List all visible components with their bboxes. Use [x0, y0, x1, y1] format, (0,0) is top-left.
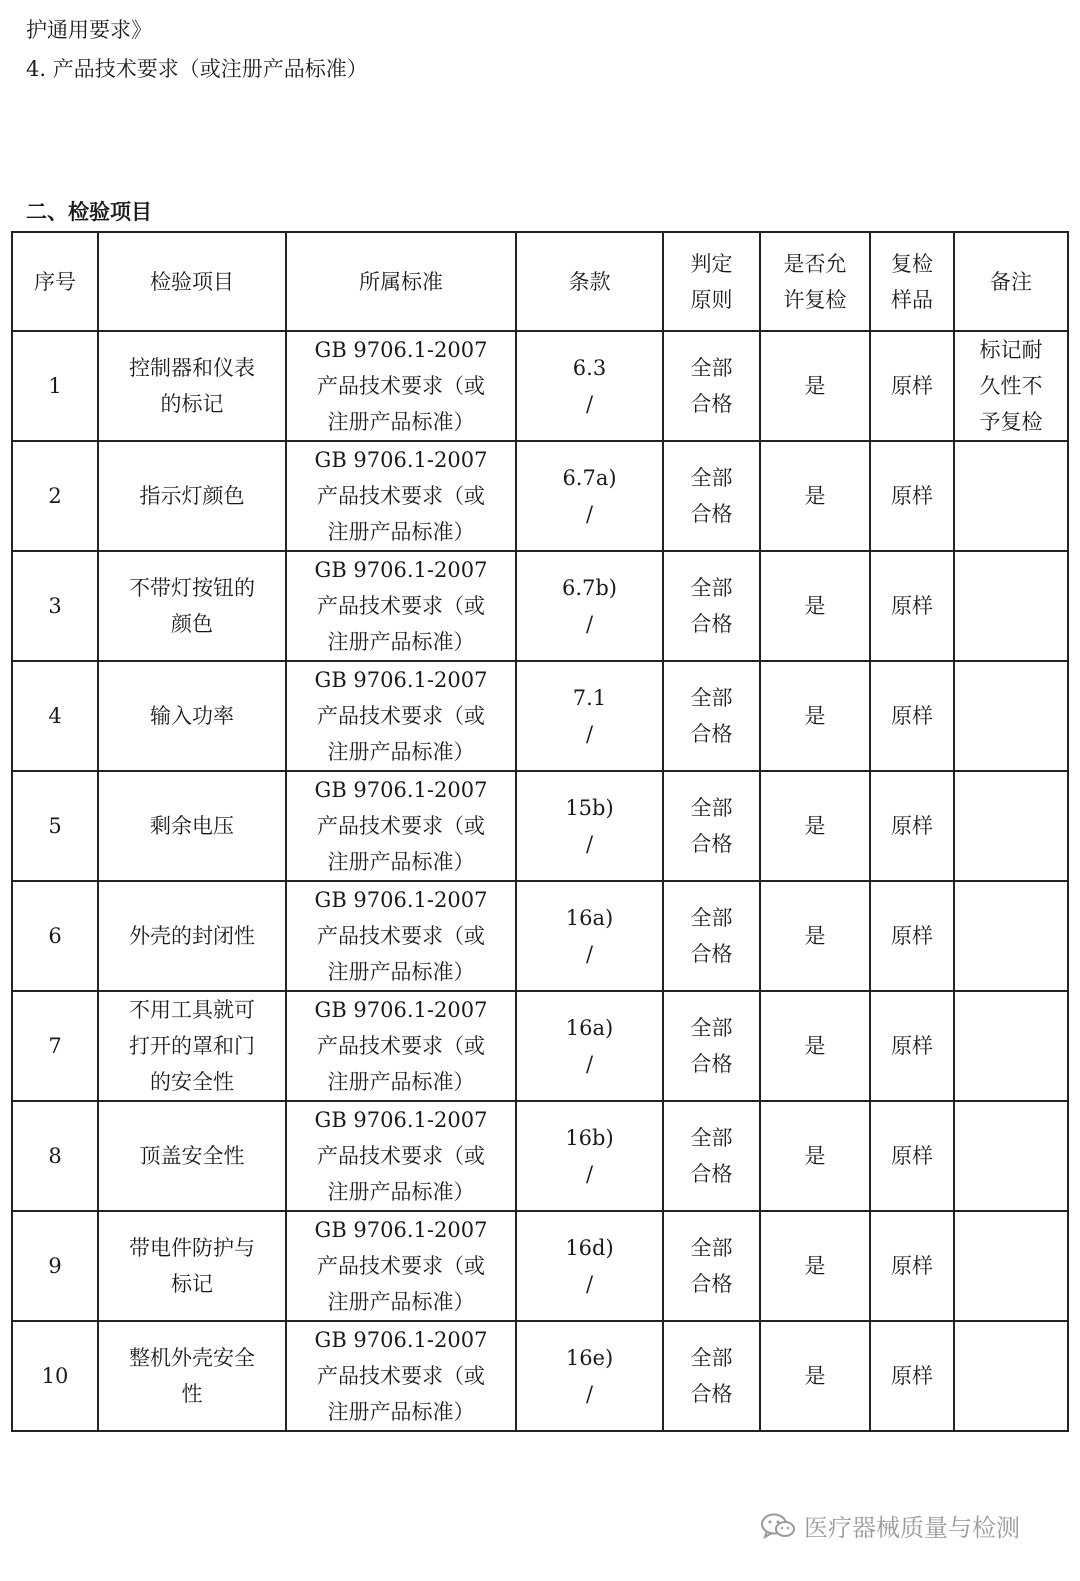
cell-rule — [663, 1101, 760, 1211]
header-col-sample-line: 样品 — [891, 287, 933, 312]
cell-standard — [286, 661, 516, 771]
watermark — [760, 1508, 1020, 1543]
cell-standard-line: 注册产品标准） — [327, 520, 475, 544]
cell-rule — [663, 1321, 760, 1431]
cell-item — [98, 1211, 286, 1321]
cell-standard — [286, 881, 516, 991]
cell-rule-line: 合格 — [690, 612, 733, 636]
cell-rule-line: 合格 — [690, 392, 733, 416]
cell-rule-line: 全部 — [690, 1126, 733, 1150]
cell-clause-line: / — [585, 392, 594, 416]
header-col-note-line: 备注 — [990, 269, 1032, 294]
cell-clause-line: / — [585, 502, 594, 526]
cell-standard-line: 产品技术要求（或 — [317, 1034, 485, 1058]
cell-retest: 是 — [760, 441, 870, 551]
cell-note-line: 久性不 — [979, 374, 1043, 398]
cell-rule — [663, 881, 760, 991]
cell-item — [98, 331, 286, 441]
cell-clause — [516, 441, 663, 551]
cell-clause-line: / — [585, 1162, 594, 1186]
cell-note — [954, 881, 1068, 991]
cell-clause-line: / — [585, 832, 594, 856]
header-col-retest-line: 是否允 — [783, 251, 847, 276]
table-row — [12, 1211, 1068, 1321]
cell-note — [954, 1211, 1068, 1321]
cell-sample: 原样 — [870, 771, 954, 881]
header-col-item-line: 检验项目 — [150, 269, 234, 294]
cell-sample: 原样 — [870, 1321, 954, 1431]
cell-sample: 原样 — [870, 1101, 954, 1211]
table-body — [12, 331, 1068, 1431]
cell-sample: 原样 — [870, 331, 954, 441]
table-row — [12, 441, 1068, 551]
cell-clause-line: / — [585, 1052, 594, 1076]
cell-rule — [663, 441, 760, 551]
table-row — [12, 551, 1068, 661]
header-col-sample — [870, 232, 954, 331]
cell-item-line: 整机外壳安全 — [129, 1346, 255, 1370]
table-row — [12, 1101, 1068, 1211]
cell-clause-line: 6.3 — [572, 356, 607, 380]
cell-item — [98, 661, 286, 771]
cell-standard — [286, 1101, 516, 1211]
cell-clause-line: 16a) — [565, 1016, 614, 1040]
cell-clause — [516, 991, 663, 1101]
cell-standard-line: 产品技术要求（或 — [317, 484, 485, 508]
cell-rule — [663, 331, 760, 441]
cell-standard-line: 注册产品标准） — [327, 740, 475, 764]
cell-clause — [516, 661, 663, 771]
cell-standard-line: GB 9706.1-2007 — [314, 338, 488, 362]
cell-no: 4 — [12, 661, 98, 771]
cell-standard-line: GB 9706.1-2007 — [314, 1328, 488, 1352]
cell-item-line: 的安全性 — [150, 1070, 234, 1094]
cell-rule-line: 合格 — [690, 942, 733, 966]
cell-note — [954, 551, 1068, 661]
watermark-text: 医疗器械质量与检测 — [804, 1514, 1020, 1542]
cell-standard-line: GB 9706.1-2007 — [314, 668, 488, 692]
cell-note-line: 标记耐 — [979, 338, 1043, 362]
cell-standard — [286, 551, 516, 661]
cell-item-line: 的标记 — [160, 392, 224, 416]
cell-rule — [663, 661, 760, 771]
cell-note-line: 予复检 — [979, 410, 1043, 434]
cell-item — [98, 551, 286, 661]
cell-retest: 是 — [760, 771, 870, 881]
cell-retest: 是 — [760, 1321, 870, 1431]
cell-sample: 原样 — [870, 881, 954, 991]
cell-clause-line: 7.1 — [572, 686, 607, 710]
header-col-rule-line: 判定 — [690, 251, 733, 276]
cell-rule-line: 合格 — [690, 1272, 733, 1296]
cell-retest: 是 — [760, 331, 870, 441]
cell-clause-line: / — [585, 722, 594, 746]
cell-standard-line: 产品技术要求（或 — [317, 704, 485, 728]
cell-sample: 原样 — [870, 1211, 954, 1321]
cell-no: 6 — [12, 881, 98, 991]
cell-rule-line: 全部 — [690, 906, 733, 930]
cell-item — [98, 881, 286, 991]
table-row — [12, 991, 1068, 1101]
cell-no: 10 — [12, 1321, 98, 1431]
header-col-retest-line: 许复检 — [783, 287, 847, 312]
header-col-note — [954, 232, 1068, 331]
cell-standard-line: 注册产品标准） — [327, 1290, 475, 1314]
header-col-item — [98, 232, 286, 331]
cell-clause-line: 16b) — [565, 1126, 614, 1150]
cell-clause-line: 6.7a) — [562, 466, 617, 490]
cell-no: 1 — [12, 331, 98, 441]
cell-standard-line: 注册产品标准） — [327, 630, 475, 654]
cell-clause — [516, 1211, 663, 1321]
cell-clause — [516, 771, 663, 881]
cell-standard-line: 注册产品标准） — [327, 1070, 475, 1094]
cell-standard-line: 产品技术要求（或 — [317, 1364, 485, 1388]
table-row — [12, 881, 1068, 991]
cell-retest: 是 — [760, 661, 870, 771]
table-header-row — [12, 232, 1068, 331]
cell-sample: 原样 — [870, 441, 954, 551]
cell-item — [98, 441, 286, 551]
cell-note — [954, 771, 1068, 881]
cell-item-line: 性 — [181, 1382, 203, 1406]
cell-clause-line: 16d) — [565, 1236, 614, 1260]
cell-clause-line: 15b) — [565, 796, 614, 820]
header-col-clause — [516, 232, 663, 331]
cell-standard-line: GB 9706.1-2007 — [314, 448, 488, 472]
header-col-standard-line: 所属标准 — [359, 269, 443, 294]
cell-clause-line: / — [585, 1272, 594, 1296]
inspection-items-table — [11, 231, 1069, 1432]
cell-item-line: 外壳的封闭性 — [129, 924, 255, 948]
cell-rule — [663, 991, 760, 1101]
cell-rule-line: 全部 — [690, 466, 733, 490]
cell-item-line: 标记 — [171, 1272, 213, 1296]
cell-item — [98, 1101, 286, 1211]
header-col-retest — [760, 232, 870, 331]
cell-note — [954, 441, 1068, 551]
cell-rule-line: 合格 — [690, 1382, 733, 1406]
cell-note — [954, 661, 1068, 771]
cell-retest: 是 — [760, 551, 870, 661]
cell-retest: 是 — [760, 1211, 870, 1321]
cell-rule-line: 全部 — [690, 796, 733, 820]
cell-item — [98, 1321, 286, 1431]
cell-rule-line: 全部 — [690, 576, 733, 600]
cell-standard-line: 产品技术要求（或 — [317, 814, 485, 838]
cell-item — [98, 771, 286, 881]
cell-rule-line: 合格 — [690, 722, 733, 746]
table-row — [12, 771, 1068, 881]
cell-item-line: 带电件防护与 — [129, 1236, 255, 1260]
cell-item-line: 指示灯颜色 — [139, 484, 245, 508]
header-col-no-line: 序号 — [34, 269, 76, 294]
cell-item-line: 不用工具就可 — [129, 998, 255, 1022]
table-row — [12, 1321, 1068, 1431]
cell-standard-line: 注册产品标准） — [327, 1180, 475, 1204]
cell-clause-line: / — [585, 612, 594, 636]
cell-rule-line: 全部 — [690, 356, 733, 380]
cell-clause — [516, 551, 663, 661]
cell-sample: 原样 — [870, 661, 954, 771]
cell-item-line: 顶盖安全性 — [139, 1144, 245, 1168]
cell-standard-line: 注册产品标准） — [327, 960, 475, 984]
cell-standard-line: GB 9706.1-2007 — [314, 888, 488, 912]
cell-item-line: 输入功率 — [150, 704, 234, 728]
cell-clause — [516, 881, 663, 991]
header-col-standard — [286, 232, 516, 331]
cell-rule — [663, 551, 760, 661]
cell-standard-line: GB 9706.1-2007 — [314, 778, 488, 802]
cell-sample: 原样 — [870, 551, 954, 661]
cell-rule-line: 全部 — [690, 1236, 733, 1260]
cell-clause-line: / — [585, 1382, 594, 1406]
cell-rule-line: 合格 — [690, 832, 733, 856]
cell-rule-line: 合格 — [690, 1162, 733, 1186]
cell-rule — [663, 771, 760, 881]
cell-standard-line: GB 9706.1-2007 — [314, 1108, 488, 1132]
header-col-no — [12, 232, 98, 331]
cell-rule-line: 全部 — [690, 686, 733, 710]
cell-note — [954, 1101, 1068, 1211]
cell-clause-line: 16a) — [565, 906, 614, 930]
cell-retest: 是 — [760, 881, 870, 991]
cell-item-line: 打开的罩和门 — [129, 1034, 255, 1058]
cell-no: 7 — [12, 991, 98, 1101]
header-col-sample-line: 复检 — [891, 251, 933, 276]
cell-retest: 是 — [760, 1101, 870, 1211]
cell-rule-line: 全部 — [690, 1346, 733, 1370]
intro-line-2: 4. 产品技术要求（或注册产品标准） — [26, 57, 368, 81]
table-row — [12, 661, 1068, 771]
cell-rule-line: 合格 — [690, 1052, 733, 1076]
cell-item-line: 不带灯按钮的 — [129, 576, 255, 600]
cell-standard-line: 注册产品标准） — [327, 1400, 475, 1424]
cell-clause-line: 16e) — [565, 1346, 614, 1370]
table-row — [12, 331, 1068, 441]
cell-standard-line: 产品技术要求（或 — [317, 594, 485, 618]
section-title: 二、检验项目 — [26, 200, 152, 224]
cell-no: 8 — [12, 1101, 98, 1211]
cell-standard-line: 产品技术要求（或 — [317, 924, 485, 948]
cell-standard — [286, 1321, 516, 1431]
header-col-clause-line: 条款 — [568, 269, 611, 294]
cell-note — [954, 331, 1068, 441]
cell-no: 3 — [12, 551, 98, 661]
cell-standard — [286, 331, 516, 441]
cell-standard-line: GB 9706.1-2007 — [314, 558, 488, 582]
cell-no: 2 — [12, 441, 98, 551]
cell-standard-line: GB 9706.1-2007 — [314, 1218, 488, 1242]
cell-item — [98, 991, 286, 1101]
cell-clause-line: 6.7b) — [561, 576, 618, 600]
cell-retest: 是 — [760, 991, 870, 1101]
cell-standard — [286, 1211, 516, 1321]
cell-standard-line: 产品技术要求（或 — [317, 1254, 485, 1278]
cell-note — [954, 991, 1068, 1101]
header-col-rule-line: 原则 — [690, 287, 733, 312]
cell-item-line: 颜色 — [171, 612, 213, 636]
cell-clause — [516, 331, 663, 441]
cell-sample: 原样 — [870, 991, 954, 1101]
cell-item-line: 剩余电压 — [150, 814, 234, 838]
cell-standard — [286, 991, 516, 1101]
cell-standard-line: 注册产品标准） — [327, 410, 475, 434]
cell-standard — [286, 441, 516, 551]
cell-no: 9 — [12, 1211, 98, 1321]
header-col-rule — [663, 232, 760, 331]
cell-rule-line: 全部 — [690, 1016, 733, 1040]
cell-clause — [516, 1101, 663, 1211]
cell-rule — [663, 1211, 760, 1321]
cell-item-line: 控制器和仪表 — [129, 356, 255, 380]
cell-standard-line: 产品技术要求（或 — [317, 374, 485, 398]
cell-standard-line: GB 9706.1-2007 — [314, 998, 488, 1022]
intro-line-1: 护通用要求》 — [26, 18, 152, 42]
cell-clause — [516, 1321, 663, 1431]
wechat-icon — [760, 1512, 796, 1540]
cell-standard-line: 产品技术要求（或 — [317, 1144, 485, 1168]
cell-note — [954, 1321, 1068, 1431]
cell-no: 5 — [12, 771, 98, 881]
cell-standard-line: 注册产品标准） — [327, 850, 475, 874]
cell-clause-line: / — [585, 942, 594, 966]
cell-standard — [286, 771, 516, 881]
cell-rule-line: 合格 — [690, 502, 733, 526]
